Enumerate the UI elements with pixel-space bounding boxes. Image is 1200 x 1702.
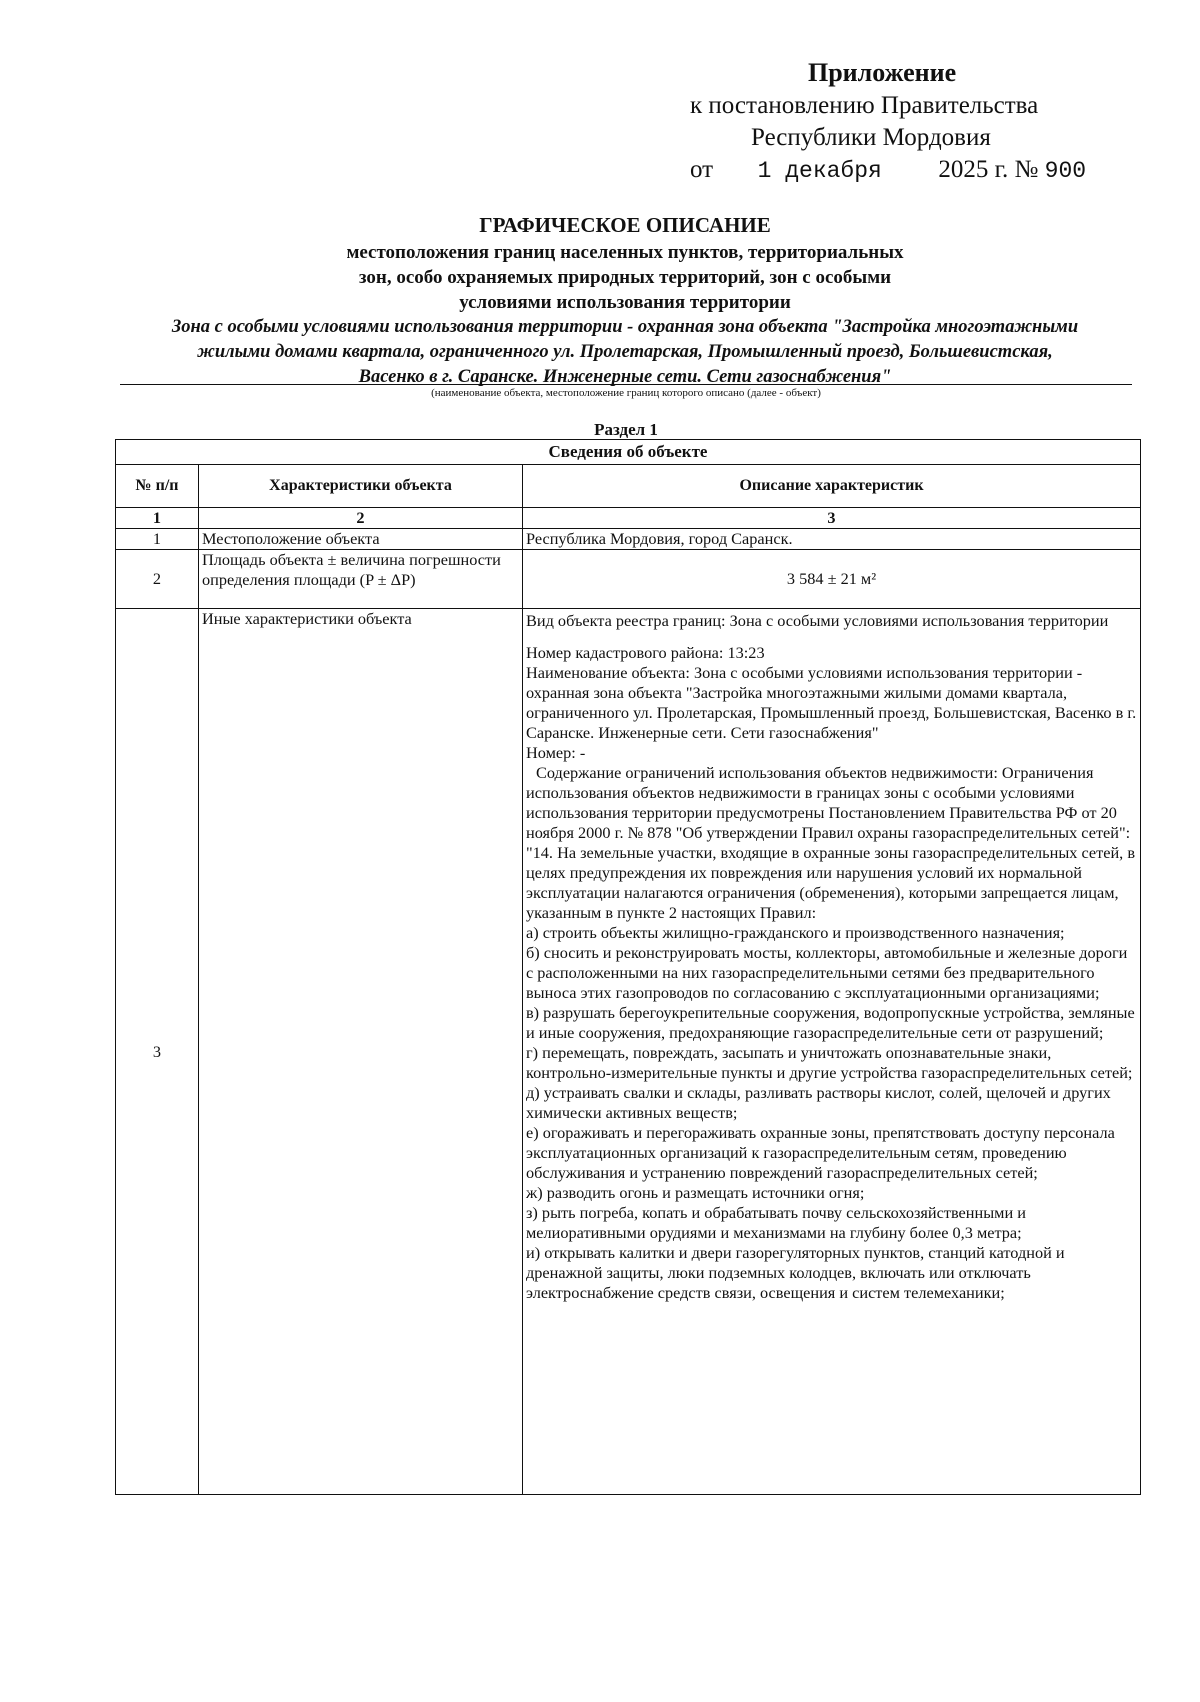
description-paragraph: и) открывать калитки и двери газорегуляторных пунктов, станций катодной и дренажной защиты, люки подземных колодцев, включать или отключать электроснабжение средств связи, освещения и систем телемеханики; <box>526 1243 1065 1302</box>
row-number: 2 <box>116 550 199 609</box>
resolution-year-no: 2025 г. № <box>938 156 1039 183</box>
appendix-line-2: Республики Мордовия <box>751 124 991 151</box>
table-row <box>116 609 1141 1495</box>
object-name <box>115 315 1135 390</box>
appendix-line-1: к постановлению Правительства <box>690 92 1039 119</box>
row-number: 1 <box>116 529 199 550</box>
document-title: ГРАФИЧЕСКОЕ ОПИСАНИЕ <box>479 213 771 237</box>
description-paragraph: ж) разводить огонь и размещать источники огня; <box>526 1183 865 1202</box>
subtitle-line: местоположения границ населенных пунктов, территориальных <box>346 242 904 263</box>
description-paragraph: б) сносить и реконструировать мосты, коллекторы, автомобильные и железные дороги с расположенными на них газораспределительными сетями без предварительного выноса этих газопроводов по согласованию с эксплуатационными организациями; <box>526 943 1128 1002</box>
subtitle-line: условиями использования территории <box>459 292 791 313</box>
description-paragraph: е) огораживать и перегораживать охранные зоны, препятствовать доступу персонала эксплуатационных организаций к газораспределительным сетям, проведению обслуживания и устранению повреждений газораспределительных сетей; <box>526 1123 1115 1182</box>
row-description <box>523 609 1141 1495</box>
document-subtitle <box>120 240 1130 315</box>
appendix-date-line <box>690 156 1086 184</box>
column-number: 1 <box>116 508 199 529</box>
column-header-description: Описание характеристик <box>523 465 1141 508</box>
description-paragraph: а) строить объекты жилищно-гражданского и производственного назначения; <box>526 923 1065 942</box>
resolution-day-month: 1 декабря <box>757 158 882 184</box>
object-name-line: жилыми домами квартала, ограниченного ул. Пролетарская, Промышленный проезд, Большевистская, <box>197 342 1053 362</box>
subtitle-line: зон, особо охраняемых природных территорий, зон с особыми <box>358 267 892 288</box>
description-paragraph: "14. На земельные участки, входящие в охранные зоны газораспределительных сетей, в целях предупреждения их повреждения или нарушения условий их нормальной эксплуатации налагаются ограничения (обременения), которыми запрещается лицам, указанным в пункте 2 настоящих Правил: <box>526 843 1136 922</box>
object-info-table <box>115 439 1141 1495</box>
resolution-number: 900 <box>1044 158 1087 184</box>
description-paragraph: з) рыть погреба, копать и обрабатывать почву сельскохозяйственными и мелиоративными орудиями и механизмами на глубину более 0,3 метра; <box>526 1203 1026 1242</box>
description-paragraph: д) устраивать свалки и склады, разливать растворы кислот, солей, щелочей и других химически активных веществ; <box>526 1083 1111 1122</box>
description-paragraph: в) разрушать берегоукрепительные сооружения, водопропускные устройства, земляные и иные сооружения, предохраняющие газораспределительные сети от разрушений; <box>526 1003 1135 1042</box>
column-number: 3 <box>523 508 1141 529</box>
object-name-line: Васенко в г. Саранске. Инженерные сети. Сети газоснабжения" <box>358 367 892 387</box>
row-description: 3 584 ± 21 м² <box>523 550 1141 609</box>
description-paragraph: Наименование объекта: Зона с особыми условиями использования территории - охранная зона объекта "Застройка многоэтажными жилыми домами квартала, ограниченного ул. Пролетарская, Промышленный проезд, Большевистская, Васенко в г. Саранске. Инженерные сети. Сети газоснабжения" <box>526 663 1137 742</box>
appendix-title: Приложение <box>808 58 957 87</box>
object-name-caption: (наименование объекта, местоположение границ которого описано (далее - объект) <box>431 387 821 399</box>
column-header-characteristic: Характеристики объекта <box>199 465 523 508</box>
description-paragraph: Номер кадастрового района: 13:23 <box>526 643 765 662</box>
description-paragraph: Вид объекта реестра границ: Зона с особыми условиями использования территории <box>526 611 1109 630</box>
row-characteristic: Площадь объекта ± величина погрешности определения площади (P ± ΔP) <box>199 550 523 609</box>
description-paragraph: Номер: - <box>526 743 586 762</box>
description-paragraph: Содержание ограничений использования объектов недвижимости: Ограничения использования объектов недвижимости в границах зоны с особыми условиями использования территории предусмотрены Постановлением Правительства РФ от 20 ноября 2000 г. № 878 "Об утверждении Правил охраны газораспределительных сетей": <box>526 763 1131 842</box>
section-label: Раздел 1 <box>594 420 658 439</box>
row-characteristic: Местоположение объекта <box>199 529 523 550</box>
row-description: Республика Мордовия, город Саранск. <box>523 529 1141 550</box>
column-number: 2 <box>199 508 523 529</box>
table-row <box>116 529 1141 550</box>
table-title: Сведения об объекте <box>116 440 1141 465</box>
object-name-underline <box>120 384 1132 385</box>
object-name-line: Зона с особыми условиями использования территории - охранная зона объекта "Застройка многоэтажными <box>171 317 1079 337</box>
column-header-number: № п/п <box>116 465 199 508</box>
row-number: 3 <box>116 609 199 1495</box>
description-paragraph: г) перемещать, повреждать, засыпать и уничтожать опознавательные знаки, контрольно-измерительные пункты и другие устройства газораспределительных сетей; <box>526 1043 1133 1082</box>
from-word: от <box>690 156 714 183</box>
table-row <box>116 550 1141 609</box>
row-characteristic: Иные характеристики объекта <box>199 609 523 1495</box>
